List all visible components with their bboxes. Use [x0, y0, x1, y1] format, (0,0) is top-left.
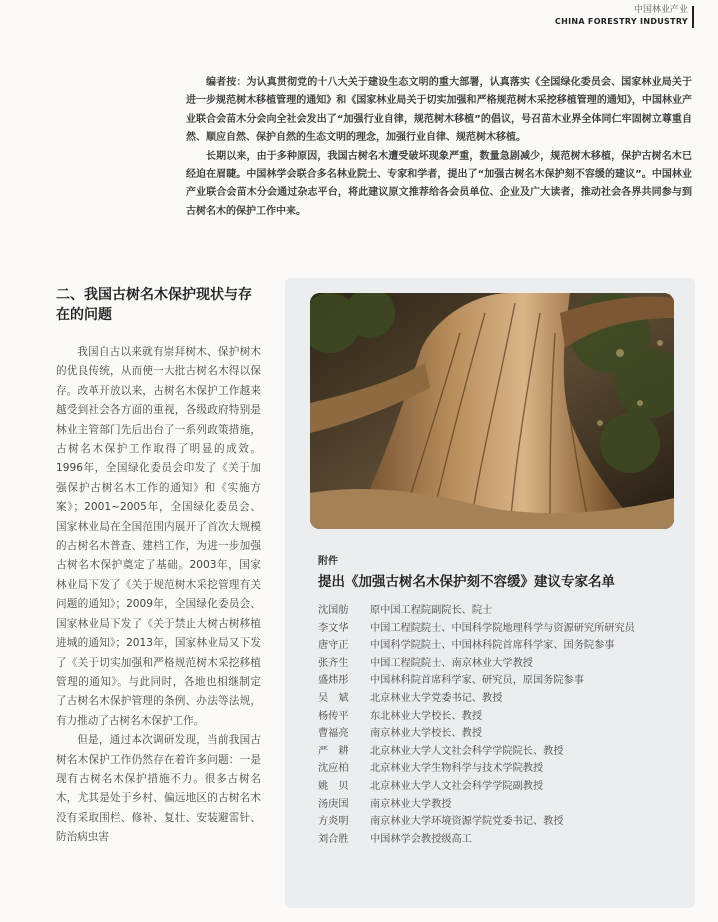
expert-title: 东北林业大学校长、教授 [370, 710, 483, 722]
list-item [318, 831, 688, 849]
header-magazine-name-en: CHINA FORESTRY INDUSTRY [554, 17, 688, 26]
expert-title: 北京林业大学人文社会科学学院副教授 [370, 780, 544, 792]
section-title: 二、我国古树名木保护现状与存在的问题 [56, 287, 252, 323]
expert-name: 沈应柏 [318, 763, 349, 775]
list-item [318, 620, 688, 638]
body-paragraph-1: 我国自古以来就有崇拜树木、保护树木的优良传统，从而使一大批古树名木得以保存。改革开放以来，古树名木保护工作越来越受到社会各方面的重视，各级政府特别是林业主管部门先后出台了一系列政策措施，古树名木保护工作取得了明显的成效。1996年，全国绿化委员会印发了《关于加强保护古树名木工作的通知》和《实施方案》；2001~2005年，全国绿化委员会、国家林业局在全国范围内展开了首次大规模的古树名木普查、建档工作，为进一步加强古树名木保护奠定了基础。2003年，国家林业局下发了《关于规范树木采挖管理有关问题的通知》；2009年，全国绿化委员会、国家林业局下发了《关于禁止大树古树移植进城的通知》；2013年，国家林业局又下发了《关于切实加强和严格规范树木采挖移植管理的通知》。与此同时，各地也相继制定了古树名木保护管理的条例、办法等法规，有力推动了古树名木保护工作。 [56, 346, 261, 727]
expert-title: 北京林业大学生物科学与技术学院教授 [370, 763, 544, 775]
ancient-tree-photo [310, 293, 674, 529]
expert-title: 北京林业大学党委书记、教授 [370, 692, 503, 704]
list-item [318, 602, 688, 620]
list-item [318, 813, 688, 831]
header-magazine-name: 中国林业产业 [633, 5, 688, 15]
appendix-label: 附件 [318, 556, 338, 567]
list-item [318, 796, 688, 814]
expert-name: 杨传平 [318, 710, 349, 722]
expert-title: 南京林业大学校长、教授 [370, 728, 483, 740]
expert-title: 原中国工程院副院长、院士 [370, 605, 493, 616]
expert-name: 张齐生 [318, 657, 349, 669]
expert-name: 曹福亮 [318, 728, 349, 740]
expert-name: 严 耕 [318, 745, 349, 757]
list-item [318, 778, 688, 796]
list-item [318, 690, 688, 708]
expert-name: 汤庚国 [318, 798, 349, 810]
expert-name: 方炎明 [318, 816, 349, 828]
expert-name: 姚 贝 [318, 780, 349, 792]
expert-name: 盛炜彤 [318, 675, 349, 687]
list-item [318, 655, 688, 673]
editor-note-paragraph-2: 长期以来，由于多种原因，我国古树名木遭受破坏现象严重，数量急剧减少，规范树木移植，保护古树名木已经迫在眉睫。中国林学会联合多名林业院士、专家和学者，提出了“加强古树名木保护刻不容缓的建议”。中国林业产业联合会苗木分会通过杂志平台，将此建议原文推荐给各会员单位、企业及广大读者，推动社会各界共同参与到古树名木的保护工作中来。 [186, 150, 692, 217]
list-item [318, 637, 688, 655]
page-header [555, 5, 688, 27]
expert-title: 中国林科院首席科学家、研究员，原国务院参事 [370, 675, 584, 687]
expert-title: 中国科学院院士、中国林科院首席科学家、国务院参事 [370, 640, 615, 652]
expert-title: 中国林学会教授级高工 [370, 833, 472, 845]
expert-name: 李文华 [318, 622, 349, 634]
expert-name: 吴 斌 [318, 692, 349, 704]
editor-note-paragraph-1: 编者按：为认真贯彻党的十八大关于建设生态文明的重大部署，认真落实《全国绿化委员会、国家林业局关于进一步规范树木移植管理的通知》和《国家林业局关于切实加强和严格规范树木采挖移植管理的通知》，中国林业产业联合会苗木分会向全社会发出了“加强行业自律，规范树木移植”的倡议，号召苗木业界全体同仁牢固树立尊重自然、顺应自然、保护自然的生态文明的理念，加强行业自律、规范树木移植。 [186, 77, 692, 144]
list-item [318, 760, 688, 778]
expert-title: 南京林业大学环境资源学院党委书记、教授 [370, 816, 564, 828]
list-item [318, 743, 688, 761]
list-item [318, 672, 688, 690]
body-paragraph-2: 但是，通过本次调研发现，当前我国古树名木保护工作仍然存在着许多问题：一是现有古树名木保护措施不力。很多古树名 木，尤其是处于乡村、偏远地区的古树名木没有采取围栏、修补、复壮、安装避雷针、防治病虫害 [56, 734, 261, 844]
expert-name: 唐守正 [318, 640, 349, 652]
list-item [318, 708, 688, 726]
list-item [318, 725, 688, 743]
expert-title: 北京林业大学人文社会科学学院院长、教授 [370, 745, 564, 757]
expert-list [318, 602, 688, 848]
section-body [56, 343, 261, 848]
expert-title: 中国工程院院士、中国科学院地理科学与资源研究所研究员 [370, 622, 635, 634]
expert-name: 沈国舫 [318, 605, 349, 616]
editor-note [186, 74, 692, 221]
expert-name: 刘合胜 [318, 833, 349, 845]
expert-title: 南京林业大学教授 [370, 798, 452, 810]
appendix-title: 提出《加强古树名木保护刻不容缓》建议专家名单 [318, 574, 615, 590]
expert-title: 中国工程院院士、南京林业大学教授 [370, 657, 533, 669]
header-divider [692, 6, 694, 28]
